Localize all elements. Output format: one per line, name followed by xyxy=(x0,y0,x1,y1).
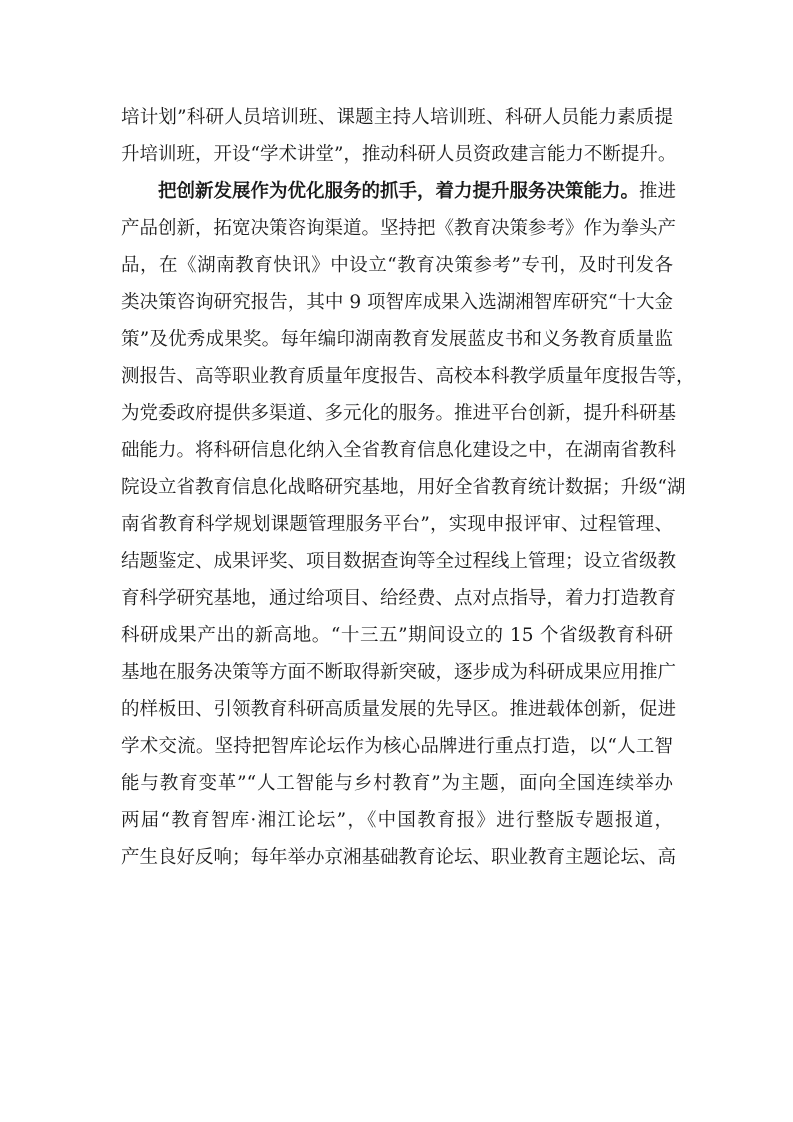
paragraph-1-line-2: 升培训班，开设“学术讲堂”，推动科研人员资政建言能力不断提升。 xyxy=(121,144,677,165)
paragraph-2-line-15: 的样板田、引领教育科研高质量发展的先导区。推进载体创新，促进 xyxy=(121,699,677,720)
paragraph-2-line-14: 基地在服务决策等方面不断取得新突破，逐步成为科研成果应用推广 xyxy=(121,662,677,683)
paragraph-2-line-19: 产生良好反响；每年举办京湘基础教育论坛、职业教育主题论坛、高 xyxy=(121,847,677,868)
paragraph-1-line-1: 培计划”科研人员培训班、课题主持人培训班、科研人员能力素质提 xyxy=(121,107,673,128)
paragraph-2-line-3: 品，在《湖南教育快讯》中设立“教育决策参考”专刊，及时刊发各 xyxy=(121,255,673,276)
paragraph-2-line-2: 产品创新，拓宽决策咨询渠道。坚持把《教育决策参考》作为拳头产 xyxy=(121,218,677,239)
paragraph-2-line-13: 科研成果产出的新高地。“十三五”期间设立的 15 个省级教育科研 xyxy=(121,625,673,646)
paragraph-2-heading: 把创新发展作为优化服务的抓手，着力提升服务决策能力。 xyxy=(158,181,640,202)
paragraph-2-line-17: 能与教育变革”“人工智能与乡村教育”为主题，面向全国连续举办 xyxy=(121,773,673,794)
paragraph-2-line-9: 院设立省教育信息化战略研究基地，用好全省教育统计数据；升级“湖 xyxy=(121,477,686,498)
paragraph-2-line-6: 测报告、高等职业教育质量年度报告、高校本科教学质量年度报告等， xyxy=(121,366,695,387)
paragraph-2-line-18: 两届“教育智库·湘江论坛”，《中国教育报》进行整版专题报道， xyxy=(121,810,673,831)
paragraph-2-line-12: 育科学研究基地，通过给项目、给经费、点对点指导，着力打造教育 xyxy=(121,588,677,609)
paragraph-2-line-16: 学术交流。坚持把智库论坛作为核心品牌进行重点打造，以“人工智 xyxy=(121,736,673,757)
paragraph-2-line-8: 础能力。将科研信息化纳入全省教育信息化建设之中，在湖南省教科 xyxy=(121,440,677,461)
document-body xyxy=(121,99,695,876)
paragraph-2-line-11: 结题鉴定、成果评奖、项目数据查询等全过程线上管理；设立省级教 xyxy=(121,551,677,572)
paragraph-2-line-7: 为党委政府提供多渠道、多元化的服务。推进平台创新，提升科研基 xyxy=(121,403,677,424)
paragraph-2-line-1-rest: 推进 xyxy=(639,181,677,202)
paragraph-2-line-1 xyxy=(121,173,677,210)
paragraph-2-line-5: 策”及优秀成果奖。每年编印湖南教育发展蓝皮书和义务教育质量监 xyxy=(121,329,673,350)
paragraph-2-line-10: 南省教育科学规划课题管理服务平台”，实现申报评审、过程管理、 xyxy=(121,514,673,535)
paragraph-2-line-4: 类决策咨询研究报告，其中 9 项智库成果入选湖湘智库研究“十大金 xyxy=(121,292,673,313)
